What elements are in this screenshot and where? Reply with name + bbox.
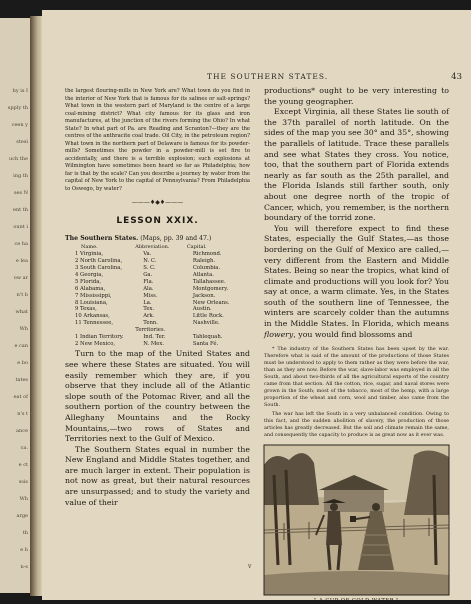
facing-page-text-fragment: ent th bbox=[12, 207, 28, 213]
right-column bbox=[264, 86, 449, 604]
state-name: 4 Georgia, bbox=[75, 272, 104, 278]
state-capital: Tahlequah. bbox=[192, 334, 223, 341]
state-name: 5 Florida, bbox=[75, 278, 102, 285]
state-name: 11 Tennessee, bbox=[75, 320, 114, 327]
state-name: 10 Arkansas, bbox=[75, 313, 110, 320]
page-number: 43 bbox=[451, 72, 462, 82]
state-capital: Raleigh. bbox=[192, 258, 216, 265]
state-name: 8 Louisiana, bbox=[75, 299, 108, 306]
table-row bbox=[71, 285, 241, 292]
facing-page-text-fragment: Wh bbox=[19, 326, 28, 332]
table-row bbox=[71, 265, 241, 272]
facing-page-text-fragment: ance bbox=[16, 428, 28, 434]
facing-page-edge bbox=[0, 18, 32, 593]
facing-page-text-fragment: ow ar bbox=[13, 275, 28, 281]
paragraph-part: , you would find blossoms and bbox=[293, 329, 413, 339]
footnote-paragraph: The war has left the South in a very unbalanced condition. Owing to this fact, and the sudden abolition of slavery, the production of those articles has greatly decreased. But the soil and climate remain the same, and consequently the capacity to produce is as great now as it ever was. bbox=[264, 411, 449, 439]
facing-page-text-fragment: what bbox=[15, 309, 28, 315]
facing-page-text-fragment: n-s bbox=[20, 564, 28, 570]
col-header-name: Name. bbox=[81, 244, 98, 251]
states-heading bbox=[65, 235, 250, 242]
left-body-text bbox=[65, 349, 250, 508]
state-capital: Jackson. bbox=[192, 292, 216, 299]
state-abbr: Miss. bbox=[143, 292, 158, 299]
left-column bbox=[65, 88, 250, 508]
facing-page-text-fragment: th bbox=[22, 530, 28, 536]
territories-label: Territories. bbox=[135, 327, 166, 334]
state-abbr: Tex. bbox=[143, 306, 155, 313]
state-name: 9 Texas, bbox=[75, 306, 97, 313]
facing-page-text-fragment: ca. bbox=[20, 445, 28, 451]
facing-page-text-fragment: ing th bbox=[13, 173, 28, 179]
state-abbr: S. C. bbox=[143, 265, 156, 272]
state-capital: Nashville. bbox=[192, 320, 220, 327]
state-name: 2 New Mexico, bbox=[75, 340, 116, 347]
header-title: THE SOUTHERN STATES. bbox=[207, 72, 329, 81]
state-name: 7 Mississippi, bbox=[75, 292, 112, 299]
state-capital: Columbia. bbox=[192, 265, 221, 272]
paragraph: Except Virginia, all these States lie south of the 37th parallel of north latitude. On the sides of the map you see 30° and 35°, showing the parallels of latitude. Trace these parallels and see what States they cross. You notice, too, that the southern part of Florida extends nearly as far south as the 25th parallel, and the Florida Islands still farther south, only about one degree north of the tropic of Cancer, which, you remember, is the northern boundary of the torrid zone. bbox=[264, 107, 449, 223]
footnote-paragraph: * The industry of the Southern States has been upset by the war. Therefore what is said of the amount of the productions of those States must be understood to apply to them rather as they were before the war, than as they are now. Before the war, slave-labor was employed in all the South, and about two-thirds of all the agricultural exports of the country came from that section. All the cotton, rice, sugar, and naval stores were grown in the South; most of the tobacco, most of the hemp, with a large proportion of the wheat and corn, wool and timber, also came from the South. bbox=[264, 346, 449, 409]
book-spine bbox=[30, 16, 42, 596]
state-abbr: Ark. bbox=[143, 313, 155, 320]
table-row bbox=[71, 299, 241, 306]
facing-page-text-fragment: e h bbox=[20, 547, 28, 553]
state-capital: Santa Fé. bbox=[192, 340, 219, 347]
col-header-capital: Capital. bbox=[186, 244, 207, 251]
state-capital: Atlanta. bbox=[192, 272, 214, 278]
paragraph: The Southern States equal in number the New England and Middle States together, and are much larger in extent. Their population is not now as great, but their natural resources are unsurpassed; and to study the variety and value of their bbox=[65, 444, 250, 507]
facing-page-text-fragment: ses N bbox=[13, 190, 28, 196]
book-page bbox=[42, 10, 471, 604]
state-abbr: Tenn. bbox=[143, 320, 158, 327]
table-row bbox=[71, 272, 241, 279]
table-row bbox=[71, 334, 241, 341]
state-capital: Little Rock. bbox=[192, 313, 224, 320]
state-name: 1 Indian Territory. bbox=[75, 334, 124, 341]
table-row bbox=[71, 340, 241, 347]
facing-page-text-fragment: ce ha bbox=[14, 241, 28, 247]
table-row bbox=[71, 278, 241, 285]
table-row bbox=[71, 306, 241, 313]
territories-label-row bbox=[71, 327, 241, 334]
section-divider: ———♦◆♦——— bbox=[131, 199, 184, 206]
table-row bbox=[71, 313, 241, 320]
state-capital: Richmond. bbox=[192, 251, 222, 258]
paragraph: Turn to the map of the United States and see where these States are situated. You will easily remember which they are, if you observe that they include all of the Atlantic slope south of the Potomac River, and all the southern portion of the country between the Alleghany Mountains and the Rocky Mountains,—two rows of States and Territories next to the Gulf of Mexico. bbox=[65, 349, 250, 444]
facing-page-text-fragment: n's t bbox=[17, 411, 28, 417]
table-row bbox=[71, 258, 241, 265]
states-heading-maps: (Maps, pp. 39 and 47.) bbox=[140, 235, 212, 242]
table-row bbox=[71, 292, 241, 299]
state-capital: New Orleans. bbox=[192, 299, 230, 306]
facing-page-text-fragment: arge bbox=[16, 513, 28, 519]
col-header-abbr: Abbreviation. bbox=[135, 244, 170, 251]
italic-word: flowery bbox=[264, 329, 294, 339]
facing-page-text-fragment: e lea bbox=[15, 258, 28, 264]
states-table bbox=[71, 244, 241, 347]
engraving-svg bbox=[264, 445, 449, 595]
facing-page-text-fragment: ssis bbox=[18, 479, 28, 485]
state-capital: Austin. bbox=[192, 306, 212, 313]
table-header-row bbox=[71, 244, 241, 251]
table-row bbox=[71, 320, 241, 327]
state-abbr: Ala. bbox=[143, 285, 154, 292]
facing-page-text-fragment: tates bbox=[15, 377, 28, 383]
paragraph-part: You will therefore expect to find these States, especially the Gulf States,—as those bordering on the Gulf of Mexico are called,—very different from the Eastern and Middle States. Being so near the tropics, what kind of climate and productions will you look for? You say at once, a warm climate. Yes, in the States south of the southern line of Tennessee, the winters are scarcely colder than the autumns in the Middle States. In Florida, which means bbox=[264, 223, 449, 329]
state-abbr: Va. bbox=[143, 251, 152, 258]
state-abbr: Fla. bbox=[143, 278, 154, 285]
engraving-caption: " A CUP OF COLD WATER." bbox=[313, 598, 400, 604]
state-abbr: N. C. bbox=[143, 258, 157, 265]
table-row bbox=[71, 251, 241, 258]
states-heading-title: The Southern States. bbox=[65, 235, 139, 242]
facing-page-text-fragment: stesi bbox=[16, 139, 28, 145]
signature-mark: v bbox=[248, 563, 252, 570]
state-capital: Tallahassee. bbox=[192, 278, 226, 285]
state-name: 1 Virginia, bbox=[75, 251, 104, 258]
facing-page-text-fragment: e can bbox=[14, 343, 28, 349]
facing-page-text-fragment: uch the bbox=[8, 156, 28, 162]
state-capital: Montgomery. bbox=[192, 285, 229, 292]
facing-page-text-fragment: e bo bbox=[17, 360, 28, 366]
state-abbr: N. Mex. bbox=[143, 340, 165, 347]
facing-page-text-fragment: spply th bbox=[7, 105, 28, 111]
state-name: 6 Alabama, bbox=[75, 285, 106, 292]
state-name: 3 South Carolina, bbox=[75, 265, 123, 272]
state-name: 2 North Carolina, bbox=[75, 258, 123, 265]
facing-page-text-fragment: ount i bbox=[13, 224, 28, 230]
state-abbr: Ind. Ter. bbox=[143, 334, 166, 341]
facing-page-text-fragment: n't b bbox=[16, 292, 28, 298]
facing-page-text-fragment: ceen y bbox=[11, 122, 28, 128]
engraving-illustration bbox=[264, 445, 449, 604]
intro-text: the largest flouring-mills in New York are? What town do you find in the interior of New York that is famous for its salines or salt-springs? What town in the western part of Maryland is the centre of a large coal-mining district? What city famous for its glass and iron manufactures, at the junction of the rivers forming the Ohio? In what State? In what part of Pa. are Reading and Scranton?—they are the centres of the anthracite coal trade. Oil City, in the petroleum region? What town in the northern part of Delaware is famous for its powder-mills? Sometimes the powder in a powder-mill is set fire to accidentally, and there is a terrible explosion; such explosions at Wilmington have sometimes been heard so far as Philadelphia; how far is that by the scale? Can you describe a journey by water from the capital of New York to the capital of Pennsylvania? From Philadelphia to Oswego, by water? bbox=[65, 88, 250, 192]
facing-page-text-fragment: e ct bbox=[18, 462, 28, 468]
paragraph: productions* ought to be very interesting to the young geographer. bbox=[264, 86, 449, 106]
facing-page-text-fragment: eat of bbox=[13, 394, 28, 400]
state-abbr: Ga. bbox=[143, 272, 153, 278]
right-body-text bbox=[264, 86, 449, 340]
lesson-title: LESSON XXIX. bbox=[116, 216, 199, 226]
facing-page-text-fragment: Wh bbox=[19, 496, 28, 502]
facing-page-text-fragment: hy is I bbox=[12, 88, 28, 94]
footnote bbox=[264, 346, 449, 439]
paragraph bbox=[264, 224, 449, 341]
state-abbr: La. bbox=[143, 299, 152, 306]
